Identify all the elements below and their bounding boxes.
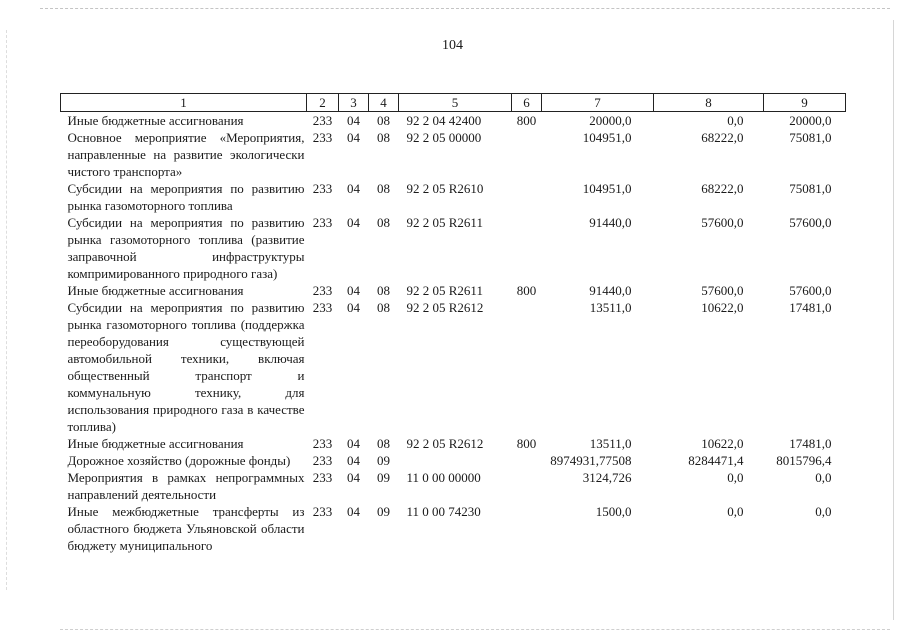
- amount-col-9: 75081,0: [789, 130, 832, 145]
- expense-type-code: 800: [516, 436, 537, 451]
- scan-edge-left: [6, 30, 8, 590]
- budget-table: [60, 93, 846, 554]
- section-code: 04: [347, 283, 360, 298]
- item-name: Основное мероприятие «Мероприятия, направленные на развитие экологически чистого транспорта»: [67, 130, 305, 179]
- table-row: [61, 214, 846, 282]
- section-code: 04: [347, 470, 360, 485]
- item-name: Иные межбюджетные трансферты из областного бюджета Ульяновской области бюджету муниципального: [67, 504, 305, 553]
- header-cell: 8: [654, 94, 764, 112]
- amount-col-9: 57600,0: [789, 215, 832, 230]
- table-header-row: [61, 94, 846, 112]
- target-article-code: 92 2 05 R2612: [406, 300, 484, 315]
- target-article-code: 92 2 04 42400: [406, 113, 482, 128]
- section-code: 04: [347, 215, 360, 230]
- expense-type-code: 800: [516, 283, 537, 298]
- target-article-code: 92 2 05 R2611: [406, 283, 483, 298]
- section-code: 04: [347, 181, 360, 196]
- subsection-code: 09: [377, 453, 390, 468]
- table-row: [61, 180, 846, 214]
- item-name: Субсидии на мероприятия по развитию рынка газомоторного топлива (развитие заправочной инфраструктуры компримированного природного газа): [67, 215, 305, 281]
- header-cell: 3: [339, 94, 369, 112]
- scan-edge-bottom: [60, 629, 890, 631]
- amount-col-7: 104951,0: [582, 130, 632, 145]
- item-name: Субсидии на мероприятия по развитию рынка газомоторного топлива: [67, 181, 305, 213]
- expense-type-code: [512, 129, 542, 180]
- table-row: [61, 435, 846, 452]
- header-cell: 6: [512, 94, 542, 112]
- expense-type-code: 800: [516, 113, 537, 128]
- item-name: Иные бюджетные ассигнования: [67, 283, 244, 298]
- target-article-code: 92 2 05 R2610: [406, 181, 484, 196]
- ministry-code: 233: [312, 300, 333, 315]
- section-code: 04: [347, 113, 360, 128]
- amount-col-7: 3124,726: [582, 470, 632, 485]
- section-code: 04: [347, 130, 360, 145]
- subsection-code: 08: [377, 130, 390, 145]
- table-row: [61, 469, 846, 503]
- subsection-code: 08: [377, 113, 390, 128]
- subsection-code: 09: [377, 470, 390, 485]
- page-number: 104: [442, 38, 463, 53]
- item-name: Субсидии на мероприятия по развитию рынка газомоторного топлива (поддержка переоборудования существующей автомобильной техники, включая общественный транспорт и коммунальную технику, для использования природного газа в качестве топлива): [67, 300, 305, 434]
- subsection-code: 08: [377, 181, 390, 196]
- amount-col-9: 20000,0: [789, 113, 832, 128]
- subsection-code: 09: [377, 504, 390, 519]
- amount-col-8: 57600,0: [701, 283, 744, 298]
- amount-col-8: 68222,0: [701, 181, 744, 196]
- ministry-code: 233: [312, 181, 333, 196]
- table-row: [61, 452, 846, 469]
- ministry-code: 233: [312, 283, 333, 298]
- section-code: 04: [347, 453, 360, 468]
- header-cell: 5: [399, 94, 512, 112]
- scan-edge-top: [40, 8, 890, 10]
- target-article-code: 11 0 00 74230: [406, 504, 481, 519]
- section-code: 04: [347, 300, 360, 315]
- table-row: [61, 282, 846, 299]
- amount-col-8: 0,0: [727, 113, 744, 128]
- table-row: [61, 129, 846, 180]
- amount-col-9: 17481,0: [789, 300, 832, 315]
- target-article-code: 11 0 00 00000: [406, 470, 481, 485]
- amount-col-7: 1500,0: [595, 504, 632, 519]
- amount-col-8: 68222,0: [701, 130, 744, 145]
- ministry-code: 233: [312, 470, 333, 485]
- amount-col-7: 13511,0: [589, 300, 632, 315]
- amount-col-8: 0,0: [727, 504, 744, 519]
- amount-col-7: 20000,0: [589, 113, 632, 128]
- subsection-code: 08: [377, 283, 390, 298]
- amount-col-8: 0,0: [727, 470, 744, 485]
- expense-type-code: [512, 469, 542, 503]
- table-row: [61, 112, 846, 130]
- scan-edge-right: [893, 20, 895, 620]
- amount-col-8: 10622,0: [701, 300, 744, 315]
- amount-col-7: 104951,0: [582, 181, 632, 196]
- subsection-code: 08: [377, 300, 390, 315]
- item-name: Иные бюджетные ассигнования: [67, 113, 244, 128]
- ministry-code: 233: [312, 113, 333, 128]
- section-code: 04: [347, 436, 360, 451]
- ministry-code: 233: [312, 130, 333, 145]
- amount-col-7: 91440,0: [589, 215, 632, 230]
- amount-col-8: 8284471,4: [688, 453, 744, 468]
- target-article-code: 92 2 05 R2611: [406, 215, 483, 230]
- expense-type-code: [512, 299, 542, 435]
- target-article-code: 92 2 05 00000: [406, 130, 482, 145]
- ministry-code: 233: [312, 453, 333, 468]
- target-article-code: 92 2 05 R2612: [406, 436, 484, 451]
- table-row: [61, 503, 846, 554]
- amount-col-7: 91440,0: [589, 283, 632, 298]
- header-cell: 2: [307, 94, 339, 112]
- amount-col-7: 13511,0: [589, 436, 632, 451]
- ministry-code: 233: [312, 436, 333, 451]
- header-cell: 9: [764, 94, 846, 112]
- amount-col-8: 57600,0: [701, 215, 744, 230]
- subsection-code: 08: [377, 436, 390, 451]
- amount-col-9: 57600,0: [789, 283, 832, 298]
- amount-col-8: 10622,0: [701, 436, 744, 451]
- amount-col-9: 17481,0: [789, 436, 832, 451]
- item-name: Иные бюджетные ассигнования: [67, 436, 244, 451]
- target-article-code: [399, 452, 512, 469]
- amount-col-9: 75081,0: [789, 181, 832, 196]
- expense-type-code: [512, 503, 542, 554]
- table-row: [61, 299, 846, 435]
- amount-col-9: 0,0: [815, 504, 832, 519]
- header-cell: 7: [542, 94, 654, 112]
- header-cell: 4: [369, 94, 399, 112]
- expense-type-code: [512, 214, 542, 282]
- amount-col-9: 8015796,4: [776, 453, 832, 468]
- amount-col-9: 0,0: [815, 470, 832, 485]
- item-name: Мероприятия в рамках непрограммных направлений деятельности: [67, 470, 305, 502]
- header-cell: 1: [61, 94, 307, 112]
- amount-col-7: 8974931,77508: [550, 453, 632, 468]
- section-code: 04: [347, 504, 360, 519]
- expense-type-code: [512, 180, 542, 214]
- expense-type-code: [512, 452, 542, 469]
- subsection-code: 08: [377, 215, 390, 230]
- item-name: Дорожное хозяйство (дорожные фонды): [67, 453, 291, 468]
- ministry-code: 233: [312, 504, 333, 519]
- ministry-code: 233: [312, 215, 333, 230]
